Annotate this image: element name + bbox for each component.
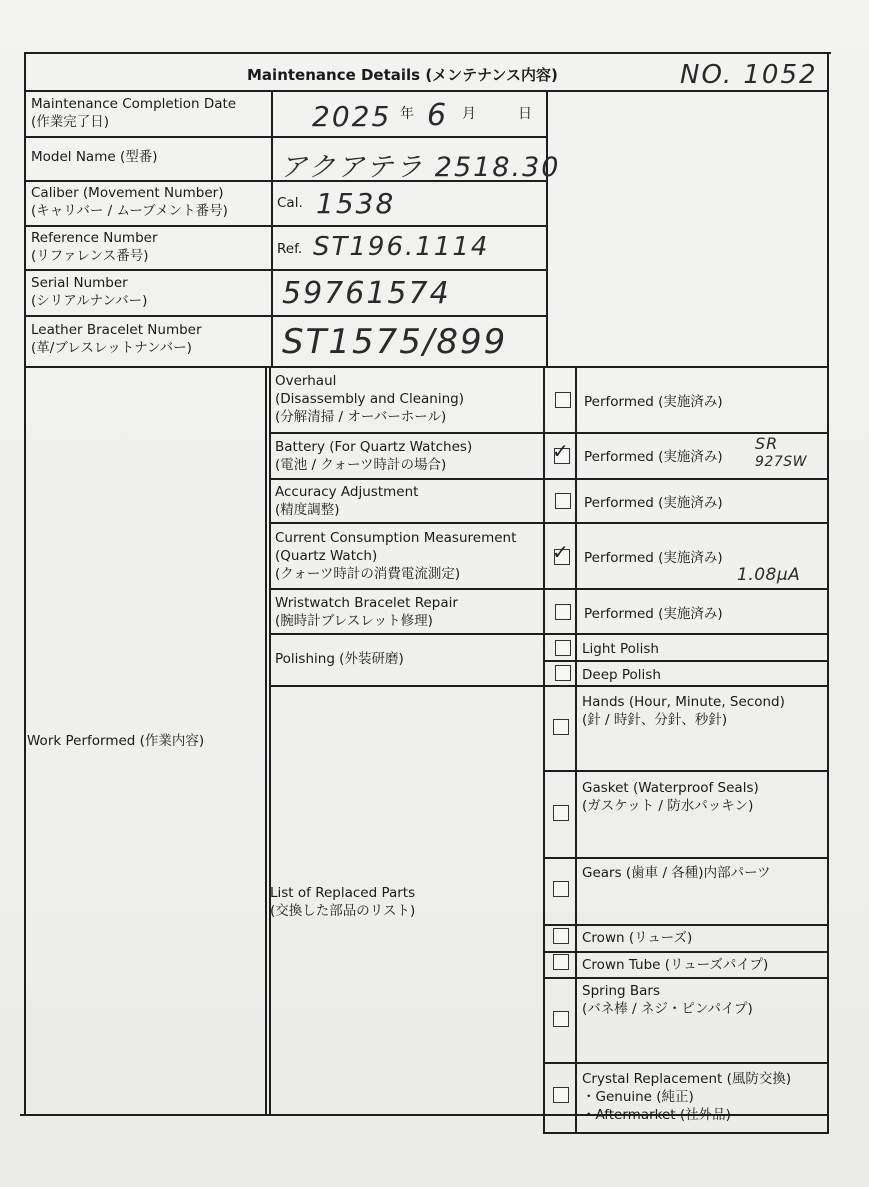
overhaul-label: Overhaul (Disassembly and Cleaning) (分解清掃 / オーバーホール) <box>275 373 464 425</box>
reference-label: Reference Number (リファレンス番号) <box>31 230 158 264</box>
light-polish-label: Light Polish <box>582 641 659 657</box>
gasket-label: Gasket (Waterproof Seals) (ガスケット / 防水パッキン) <box>582 780 759 814</box>
month-mark: 月 <box>462 106 476 122</box>
crystal-checkbox[interactable] <box>553 1087 569 1103</box>
completion-date-label: Maintenance Completion Date (作業完了日) <box>31 96 237 130</box>
hands-checkbox[interactable] <box>553 719 569 735</box>
spring-bars-checkbox[interactable] <box>553 1011 569 1027</box>
polishing-label: Polishing (外装研磨) <box>275 651 404 667</box>
form-title: Maintenance Details (メンテナンス内容) <box>247 66 558 84</box>
serial-value: 59761574 <box>282 276 451 311</box>
overhaul-checkbox[interactable] <box>555 392 571 408</box>
caliber-prefix: Cal. <box>277 195 303 211</box>
work-performed-label: Work Performed (作業内容) <box>27 733 205 749</box>
crown-checkbox[interactable] <box>553 928 569 944</box>
gears-checkbox[interactable] <box>553 881 569 897</box>
bracelet-repair-checkbox[interactable] <box>555 604 571 620</box>
overhaul-status: Performed (実施済み) <box>584 394 723 410</box>
battery-checkbox[interactable] <box>552 439 570 464</box>
day-mark: 日 <box>518 106 532 122</box>
year-mark: 年 <box>400 106 414 122</box>
spring-bars-label: Spring Bars (バネ棒 / ネジ・ピンパイプ) <box>582 983 753 1017</box>
bracelet-repair-status: Performed (実施済み) <box>584 606 723 622</box>
accuracy-status: Performed (実施済み) <box>584 495 723 511</box>
battery-note: SR <box>755 434 779 453</box>
model-name-label: Model Name (型番) <box>31 149 158 165</box>
battery-label: Battery (For Quartz Watches) (電池 / クォーツ時計の場合) <box>275 439 473 473</box>
reference-prefix: Ref. <box>277 241 303 257</box>
gasket-checkbox[interactable] <box>553 805 569 821</box>
gears-label: Gears (歯車 / 各種)内部パーツ <box>582 865 771 881</box>
check-mark-icon: ✓ <box>552 439 569 463</box>
current-consumption-note: 1.08μA <box>737 565 801 585</box>
model-name-value: アクアテラ 2518.30 <box>280 152 561 183</box>
form-number: NO. 1052 <box>680 60 818 90</box>
crown-tube-label: Crown Tube (リューズパイプ) <box>582 957 769 973</box>
current-consumption-status: Performed (実施済み) <box>584 550 723 566</box>
current-consumption-label: Current Consumption Measurement (Quartz Watch) (クォーツ時計の消費電流測定) <box>275 530 517 582</box>
completion-month: 6 <box>427 98 449 133</box>
check-mark-icon: ✓ <box>552 540 569 564</box>
replaced-parts-label: List of Replaced Parts (交換した部品のリスト) <box>270 885 416 919</box>
hands-label: Hands (Hour, Minute, Second) (針 / 時針、分針、秒針) <box>582 694 785 728</box>
crown-label: Crown (リューズ) <box>582 930 693 946</box>
caliber-label: Caliber (Movement Number) (キャリバー / ムーブメント番号) <box>31 185 228 219</box>
current-consumption-checkbox[interactable] <box>552 540 570 565</box>
light-polish-checkbox[interactable] <box>555 640 571 656</box>
crystal-label: Crystal Replacement (風防交換) ・Genuine (純正) ・Aftermarket (社外品) <box>582 1071 792 1123</box>
crown-tube-checkbox[interactable] <box>553 954 569 970</box>
accuracy-label: Accuracy Adjustment (精度調整) <box>275 484 419 518</box>
battery-status: Performed (実施済み) <box>584 449 723 465</box>
deep-polish-checkbox[interactable] <box>555 665 571 681</box>
reference-value: ST196.1114 <box>313 232 490 262</box>
accuracy-checkbox[interactable] <box>555 493 571 509</box>
bracelet-repair-label: Wristwatch Bracelet Repair (腕時計ブレスレット修理) <box>275 595 458 629</box>
caliber-value: 1538 <box>316 187 396 220</box>
completion-year: 2025 <box>312 100 392 133</box>
bracelet-number-label: Leather Bracelet Number (革/ブレスレットナンバー) <box>31 322 202 356</box>
deep-polish-label: Deep Polish <box>582 667 661 683</box>
bracelet-number-value: ST1575/899 <box>282 322 508 362</box>
battery-note-model: 927SW <box>755 454 807 470</box>
serial-label: Serial Number (シリアルナンバー) <box>31 275 148 309</box>
